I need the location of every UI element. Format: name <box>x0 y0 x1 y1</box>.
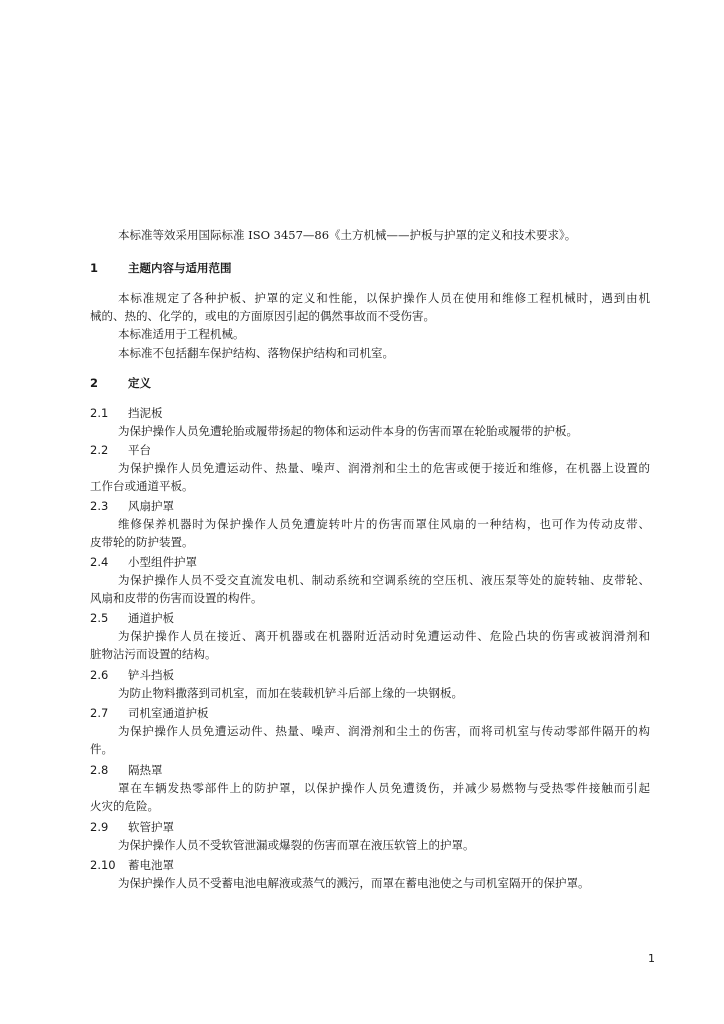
section-1-number: 1 <box>90 261 99 275</box>
definition-term: 平台 <box>128 443 151 457</box>
definition-term: 蓄电池罩 <box>128 858 174 872</box>
section-1-paragraph-1-line-2: 械的、热的、化学的，或电的方面原因引起的偶然事故而不受伤害。 <box>90 309 435 323</box>
definition-term: 司机室通道护板 <box>128 706 209 720</box>
definition-number: 2.8 <box>90 763 109 777</box>
definition-text-line: 工作台或通道平板。 <box>90 479 194 493</box>
section-2-title: 定义 <box>128 376 151 390</box>
definition-number: 2.4 <box>90 555 109 569</box>
definition-text-line: 罩在车辆发热零部件上的防护罩，以保护操作人员免遭烫伤，并减少易燃物与受热零件接触而引起 <box>118 781 650 795</box>
definition-text-line: 脏物沾污而设置的结构。 <box>90 647 217 661</box>
definition-term: 隔热罩 <box>128 763 163 777</box>
section-1-paragraph-2: 本标准适用于工程机械。 <box>118 327 245 341</box>
definition-text-line: 风扇和皮带的伤害而设置的构件。 <box>90 591 263 605</box>
definition-text-line: 为保护操作人员不受软管泄漏或爆裂的伤害而罩在液压软管上的护罩。 <box>118 838 475 852</box>
definition-term-row <box>90 820 174 834</box>
section-1-title: 主题内容与适用范围 <box>128 261 232 275</box>
definition-term: 铲斗挡板 <box>128 668 174 682</box>
definition-term: 软管护罩 <box>128 820 174 834</box>
definition-text-line: 件。 <box>90 742 113 756</box>
definition-number: 2.10 <box>90 858 116 872</box>
definition-term-row <box>90 706 209 720</box>
definition-number: 2.6 <box>90 668 109 682</box>
definition-number: 2.9 <box>90 820 109 834</box>
definition-text-line: 为保护操作人员免遭运动件、热量、噪声、润滑剂和尘土的危害或便于接近和维修，在机器上设置的 <box>118 461 650 475</box>
definition-text-line: 为保护操作人员免遭轮胎或履带扬起的物体和运动件本身的伤害而罩在轮胎或履带的护板。 <box>118 424 578 438</box>
section-2-heading <box>90 376 151 390</box>
definition-term-row <box>90 406 163 420</box>
section-1-heading <box>90 261 232 275</box>
definition-term: 挡泥板 <box>128 406 163 420</box>
definition-term-row <box>90 611 174 625</box>
definition-text-line: 为保护操作人员不受交直流发电机、制动系统和空调系统的空压机、液压泵等处的旋转轴、皮带轮、 <box>118 573 650 587</box>
definition-text-line: 为保护操作人员不受蓄电池电解液或蒸气的溅污，而罩在蓄电池使之与司机室隔开的保护罩。 <box>118 876 590 890</box>
definition-number: 2.3 <box>90 499 109 513</box>
preface-text: 本标准等效采用国际标准 ISO 3457—86《土方机械——护板与护罩的定义和技术要求》。 <box>118 228 577 242</box>
definition-term: 风扇护罩 <box>128 499 174 513</box>
definition-text-line: 维修保养机器时为保护操作人员免遭旋转叶片的伤害而罩住风扇的一种结构，也可作为传动皮带、 <box>118 517 650 531</box>
definition-term-row <box>90 858 174 872</box>
definition-term: 通道护板 <box>128 611 174 625</box>
definition-term-row <box>90 499 174 513</box>
section-2-number: 2 <box>90 376 99 390</box>
page-number: 1 <box>648 952 655 965</box>
definition-term-row <box>90 443 151 457</box>
section-1-paragraph-1-line-1: 本标准规定了各种护板、护罩的定义和性能，以保护操作人员在使用和维修工程机械时，遇到由机 <box>118 291 650 305</box>
definition-text-line: 火灾的危险。 <box>90 799 159 813</box>
definition-term-row <box>90 763 163 777</box>
definition-number: 2.7 <box>90 706 109 720</box>
definition-text-line: 为保护操作人员在接近、离开机器或在机器附近活动时免遭运动件、危险凸块的伤害或被润滑剂和 <box>118 629 650 643</box>
section-1-paragraph-3: 本标准不包括翻车保护结构、落物保护结构和司机室。 <box>118 346 394 360</box>
definition-number: 2.2 <box>90 443 109 457</box>
definition-text-line: 皮带轮的防护装置。 <box>90 535 194 549</box>
definition-term: 小型组件护罩 <box>128 555 197 569</box>
definition-text-line: 为保护操作人员免遭运动件、热量、噪声、润滑剂和尘土的伤害，而将司机室与传动零部件隔开的构 <box>118 724 650 738</box>
definition-text-line: 为防止物料撒落到司机室，而加在装载机铲斗后部上缘的一块钢板。 <box>118 686 463 700</box>
definition-term-row <box>90 668 174 682</box>
definition-number: 2.5 <box>90 611 109 625</box>
definition-number: 2.1 <box>90 406 109 420</box>
definition-term-row <box>90 555 197 569</box>
